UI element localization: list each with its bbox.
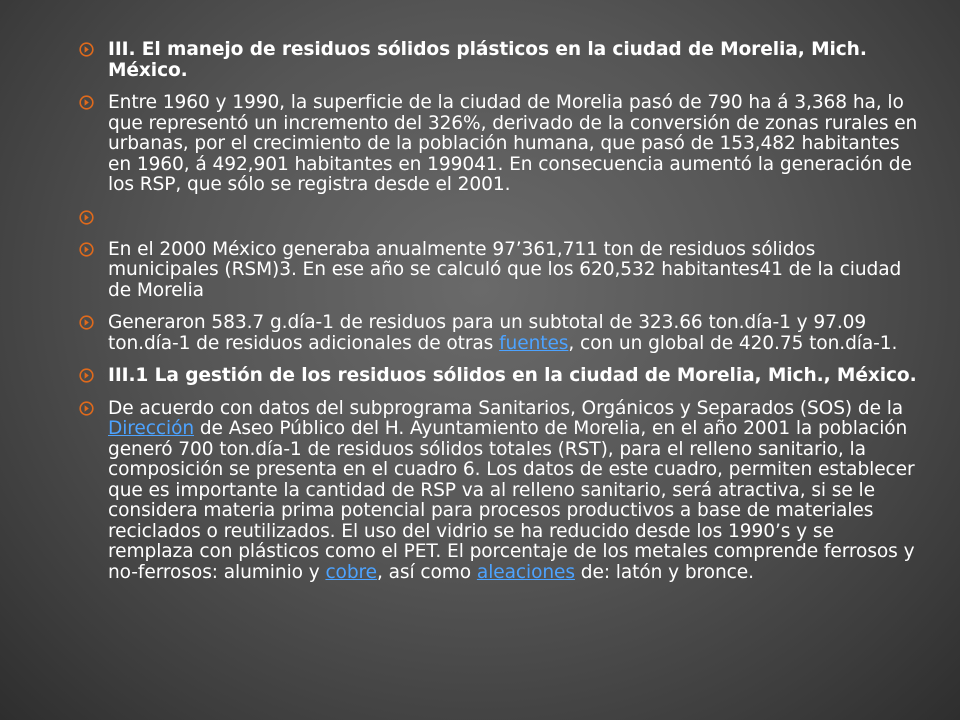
link-direccion[interactable]: Dirección [108, 418, 195, 439]
bullet-text: , así como [377, 561, 477, 583]
bullet-text: En el 2000 México generaba anualmente 97’361,711 ton de residuos sólidos municipales (RSM)3. En ese año se calculó que los 620,532 habitantes41 de la ciudad de Morelia [108, 238, 902, 301]
bullet-text: de: latón y bronce. [574, 561, 754, 583]
bullet-text: III. El manejo de residuos sólidos plásticos en la ciudad de Morelia, Mich. México. [108, 39, 867, 81]
link-fuentes[interactable]: fuentes [499, 332, 569, 354]
bullet-arrow-icon [79, 401, 94, 416]
bullet-text: , con un global de 420.75 ton.día-1. [568, 332, 898, 354]
bullet-arrow-icon [79, 368, 94, 383]
bullet-text: Generaron 583.7 g.día-1 de residuos para un subtotal de 323.66 ton.día-1 y 97.09 ton.día-1 de residuos adicionales de otras [108, 312, 867, 354]
bullet-arrow-icon [79, 210, 94, 225]
bullet-text: De acuerdo con datos del subprograma Sanitarios, Orgánicos y Separados (SOS) de la [108, 397, 904, 419]
bullet-item-paragraph-2 [78, 240, 920, 302]
bullet-arrow-icon [79, 315, 94, 330]
slide-body [78, 40, 920, 595]
bullet-arrow-icon [79, 95, 94, 110]
bullet-item-paragraph-4 [78, 399, 920, 584]
bullet-item-empty [78, 208, 920, 228]
bullet-item-heading-1 [78, 40, 920, 81]
bullet-arrow-icon [79, 42, 94, 57]
bullet-item-paragraph-1 [78, 93, 920, 196]
bullet-text: III.1 La gestión de los residuos sólidos en la ciudad de Morelia, Mich., México. [108, 365, 917, 386]
bullet-arrow-icon [79, 242, 94, 257]
bullet-text: Entre 1960 y 1990, la superficie de la ciudad de Morelia pasó de 790 ha á 3,368 ha, lo que representó un incremento del 326%, derivado de la conversión de zonas rurales en urbanas, por el crecimiento de la población humana, que pasó de 153,482 habitantes en 1960, á 492,901 habitantes en 199041. En consecuencia aumentó la generación de los RSP, que sólo se registra desde el 2001. [108, 92, 918, 195]
bullet-item-paragraph-3 [78, 313, 920, 354]
bullet-text: de Aseo Público del H. Ayuntamiento de Morelia, en el año 2001 la población generó 700 ton.día-1 de residuos sólidos totales (RST), para el relleno sanitario, la composición se presenta en el cuadro 6. Los datos de este cuadro, permiten establecer que es importante la cantidad de RSP va al relleno sanitario, será atractiva, si se le considera materia prima potencial para procesos productivos a base de materiales reciclados o reutilizados. El uso del vidrio se ha reducido desde los 1990’s y se remplaza con plásticos como el PET. El porcentaje de los metales comprende ferrosos y no-ferrosos: aluminio y [108, 418, 915, 583]
bullet-item-heading-2 [78, 366, 920, 387]
bullet-text-empty [108, 208, 920, 228]
link-aleaciones[interactable]: aleaciones [476, 561, 575, 583]
link-cobre[interactable]: cobre [325, 561, 378, 583]
